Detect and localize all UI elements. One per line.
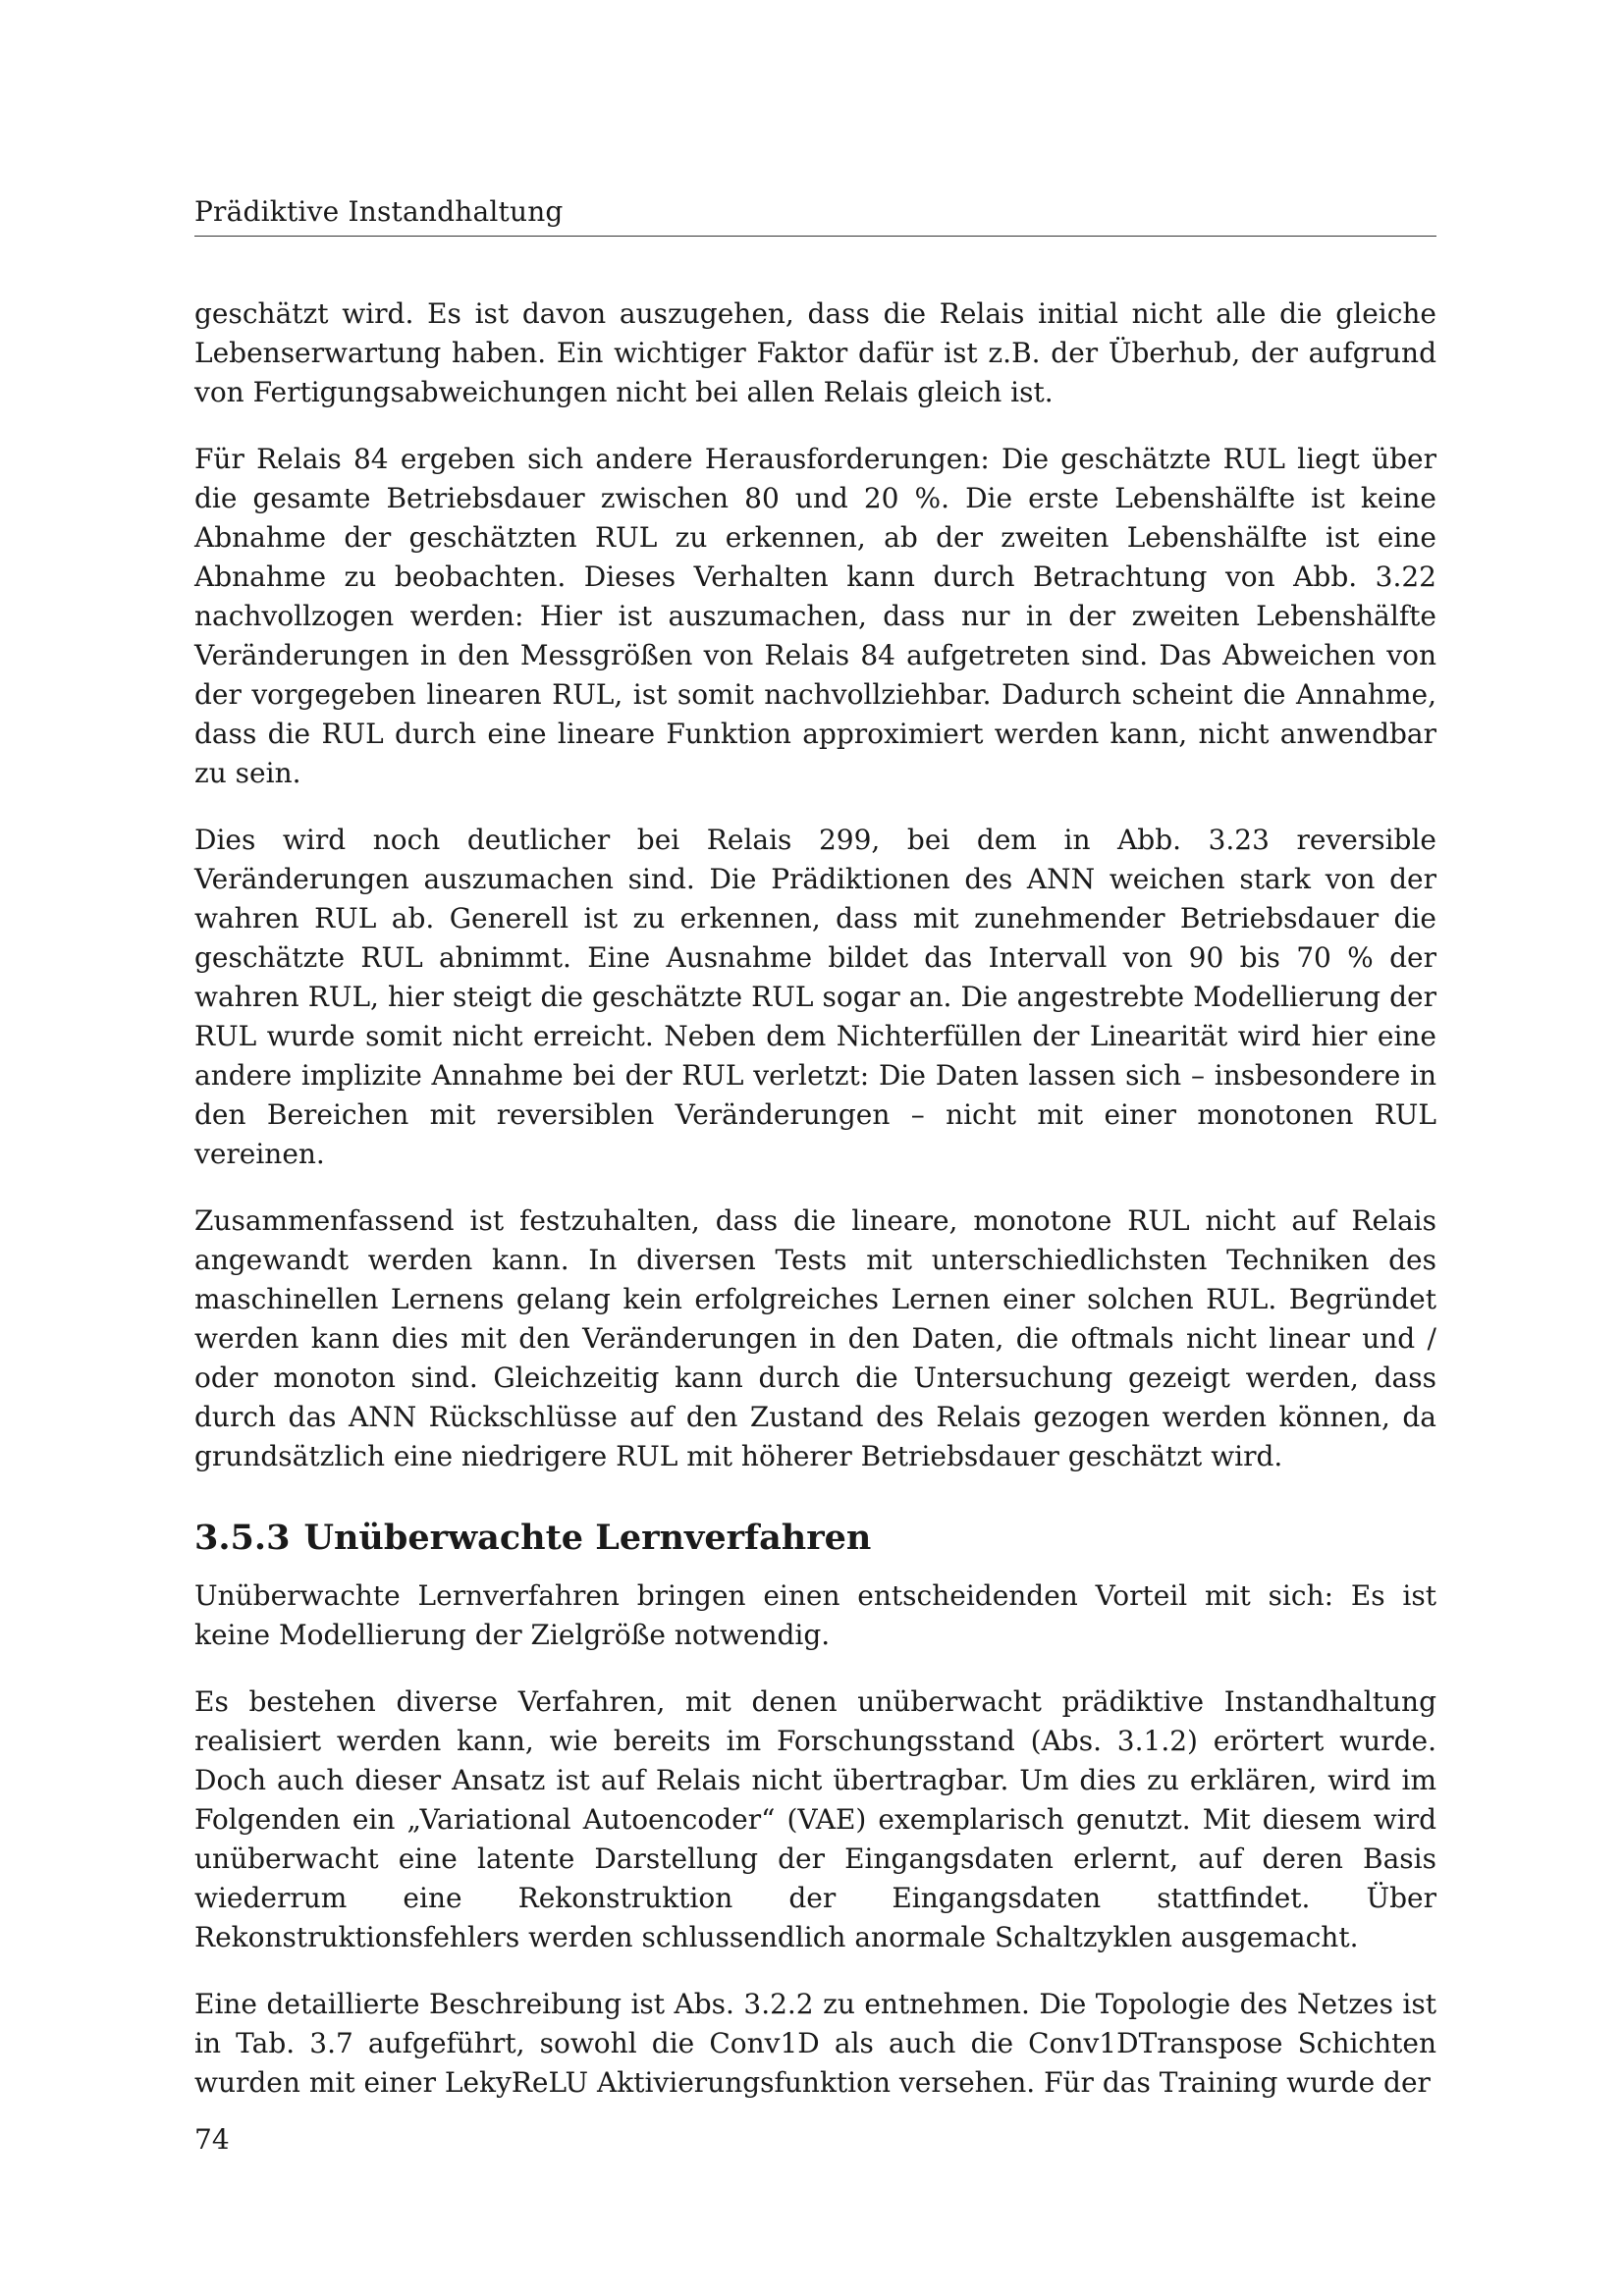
paragraph-1: geschätzt wird. Es ist davon auszugehen, dass die Relais initial nicht alle die gleiche Lebenserwartung haben. Ein wichtiger Faktor dafür ist z.B. der Überhub, der aufgrund von Fertigungsabweichungen nicht bei allen Relais gleich ist.: [194, 297, 1436, 408]
paragraph-4: Zusammenfassend ist festzuhalten, dass die lineare, monotone RUL nicht auf Relais angewandt werden kann. In diversen Tests mit unterschiedlichsten Techniken des maschinellen Lernens gelang kein erfolgreiches Lernen einer solchen RUL. Begründet werden kann dies mit den Veränderungen in den Daten, die oftmals nicht linear und / oder monoton sind. Gleichzeitig kann durch die Untersuchung gezeigt werden, dass durch das ANN Rückschlüsse auf den Zustand des Relais gezogen werden können, da grundsätzlich eine niedrigere RUL mit höherer Betriebsdauer geschätzt wird.: [194, 1204, 1436, 1472]
paragraph-7: Eine detaillierte Beschreibung ist Abs. 3.2.2 zu entnehmen. Die Topologie des Netzes ist in Tab. 3.7 aufgeführt, sowohl die Conv1D als auch die Conv1DTranspose Schichten wurden mit einer LekyReLU Aktivierungsfunktion versehen. Für das Training wurde der: [194, 1988, 1436, 2099]
section-number: 3.5.3: [194, 1518, 291, 1558]
paragraph-2: Für Relais 84 ergeben sich andere Herausforderungen: Die geschätzte RUL liegt über die gesamte Betriebsdauer zwischen 80 und 20 %. Die erste Lebenshälfte ist keine Abnahme der geschätzten RUL zu erkennen, ab der zweiten Lebenshälfte ist eine Abnahme zu beobachten. Dieses Verhalten kann durch Betrachtung von Abb. 3.22 nachvollzogen werden: Hier ist auszumachen, dass nur in der zweiten Lebenshälfte Veränderungen in den Messgrößen von Relais 84 aufgetreten sind. Das Abweichen von der vorgegeben linearen RUL, ist somit nachvollziehbar. Dadurch scheint die Annahme, dass die RUL durch eine lineare Funktion approximiert werden kann, nicht anwendbar zu sein.: [194, 443, 1436, 789]
section-title: Unüberwachte Lernverfahren: [303, 1518, 872, 1558]
header-rule: [194, 236, 1436, 237]
running-header: Prädiktive Instandhaltung: [194, 195, 564, 228]
paragraph-5: Unüberwachte Lernverfahren bringen einen entscheidenden Vorteil mit sich: Es ist keine Modellierung der Zielgröße notwendig.: [194, 1579, 1436, 1651]
paragraph-3: Dies wird noch deutlicher bei Relais 299, bei dem in Abb. 3.23 reversible Veränderungen auszumachen sind. Die Prädiktionen des ANN weichen stark von der wahren RUL ab. Generell ist zu erkennen, dass mit zunehmender Betriebsdauer die geschätzte RUL abnimmt. Eine Ausnahme bildet das Intervall von 90 bis 70 % der wahren RUL, hier steigt die geschätzte RUL sogar an. Die angestrebte Modellierung der RUL wurde somit nicht erreicht. Neben dem Nichterfüllen der Linearität wird hier eine andere implizite Annahme bei der RUL verletzt: Die Daten lassen sich – insbesondere in den Bereichen mit reversiblen Veränderungen – nicht mit einer monotonen RUL vereinen.: [194, 824, 1436, 1170]
body-text: [194, 294, 1436, 2130]
section-heading: [194, 1516, 1436, 1561]
page-number: 74: [194, 2123, 230, 2156]
paragraph-6: Es bestehen diverse Verfahren, mit denen unüberwacht prädiktive Instandhaltung realisiert werden kann, wie bereits im Forschungsstand (Abs. 3.1.2) erörtert wurde. Doch auch dieser Ansatz ist auf Relais nicht übertragbar. Um dies zu erklären, wird im Folgenden ein „Variational Autoencoder“ (VAE) exemplarisch genutzt. Mit diesem wird unüberwacht eine latente Darstellung der Eingangsdaten erlernt, auf deren Basis wiederrum eine Rekonstruktion der Eingangsdaten stattfindet. Über Rekonstruktionsfehlers werden schlussendlich anormale Schaltzyklen ausgemacht.: [194, 1685, 1436, 1953]
